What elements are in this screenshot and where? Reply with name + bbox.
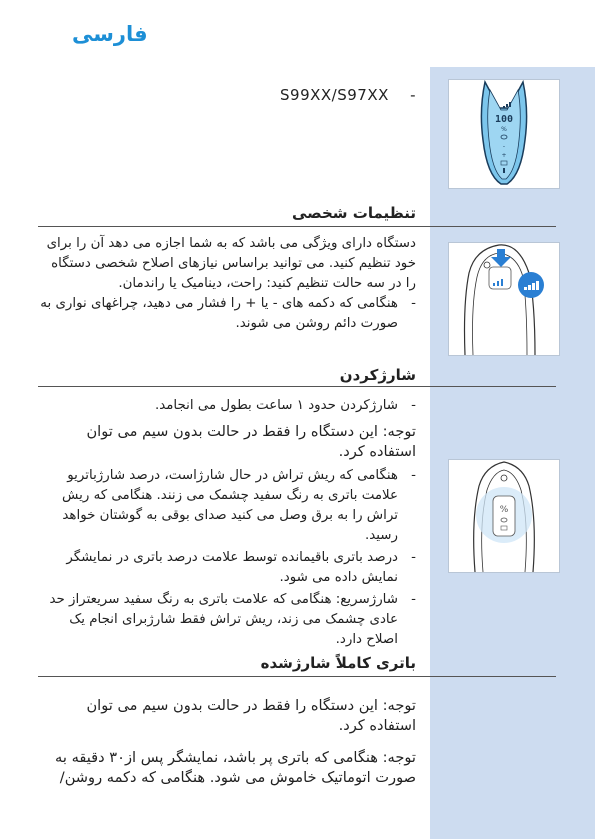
section-full-body	[38, 696, 416, 788]
personal-intro: دستگاه دارای ویژگی می باشد که به شما اجازه می دهد آن را برای خود تنظیم کنید. می توانید براساس نیازهای اصلاح شخصی دستگاه را در سه حالت تنظیم کنید: راحت، دینامیک یا راندمان.	[46, 236, 416, 291]
language-heading: فارسی	[72, 22, 148, 46]
personal-setting-illustration	[449, 243, 559, 355]
section-title-personal: تنظیمات شخصی	[292, 204, 416, 222]
section-personal-body	[38, 234, 416, 336]
list-item: - شارژسریع: هنگامی که علامت باتری به رنگ سفید سریعتراز حد عادی چشمک می زند، ریش تراش فقط شارژبرای انجام یک اصلاح دارد.	[38, 590, 416, 650]
shaver-display-illustration	[449, 80, 559, 188]
section-divider	[38, 676, 556, 677]
section-charging	[38, 366, 416, 384]
arrow-down-icon	[491, 249, 511, 267]
model-number: S99XX/S97XX	[280, 86, 389, 104]
list-item: - هنگامی که دکمه های - یا + را فشار می دهید، چراغهای نواری به صورت دائم روشن می شوند.	[38, 294, 416, 334]
full-note-1: توجه: این دستگاه را فقط در حالت بدون سیم می توان استفاده کرد.	[86, 697, 416, 734]
section-full	[38, 654, 416, 672]
list-item: - شارژکردن حدود ۱ ساعت بطول می انجامد.	[38, 396, 416, 416]
charging-illustration	[449, 460, 559, 572]
display-minus: -	[502, 143, 506, 150]
bullet-dash: -	[410, 86, 416, 104]
section-personal	[38, 204, 416, 222]
display-plus: +	[501, 152, 507, 159]
list-item: - هنگامی که ریش تراش در حال شارژاست، درصد شارژباتریو علامت باتری به رنگ سفید چشمک می زنند. هنگامی که ریش تراش را به برق وصل می کنید صدای بوقی به گوشتان خواهد رسید.	[38, 466, 416, 546]
section-charging-body	[38, 396, 416, 652]
list-item: - درصد باتری باقیمانده توسط علامت درصد باتری در نمایشگر نمایش داده می شود.	[38, 548, 416, 588]
full-note-2: توجه: هنگامی که باتری پر باشد، نمایشگر پس از۳۰ دقیقه به صورت اتوماتیک خاموش می شود. هنگامی که دکمه روشن/	[55, 749, 416, 786]
figure-shaver-display	[448, 79, 560, 189]
section-title-full: باتری کاملاً شارژشده	[260, 654, 416, 672]
model-number-line	[280, 86, 416, 104]
display-percent: %	[501, 126, 507, 133]
section-title-charging: شارژکردن	[339, 366, 416, 384]
display-readout: 100	[494, 114, 514, 125]
figure-personal-setting	[448, 242, 560, 356]
figure-charging	[448, 459, 560, 573]
battery-icon	[503, 168, 505, 173]
section-divider	[38, 226, 556, 227]
charging-note: توجه: این دستگاه را فقط در حالت بدون سیم می توان استفاده کرد.	[86, 423, 416, 460]
charging-percent-icon: %	[499, 505, 509, 515]
section-divider	[38, 386, 556, 387]
